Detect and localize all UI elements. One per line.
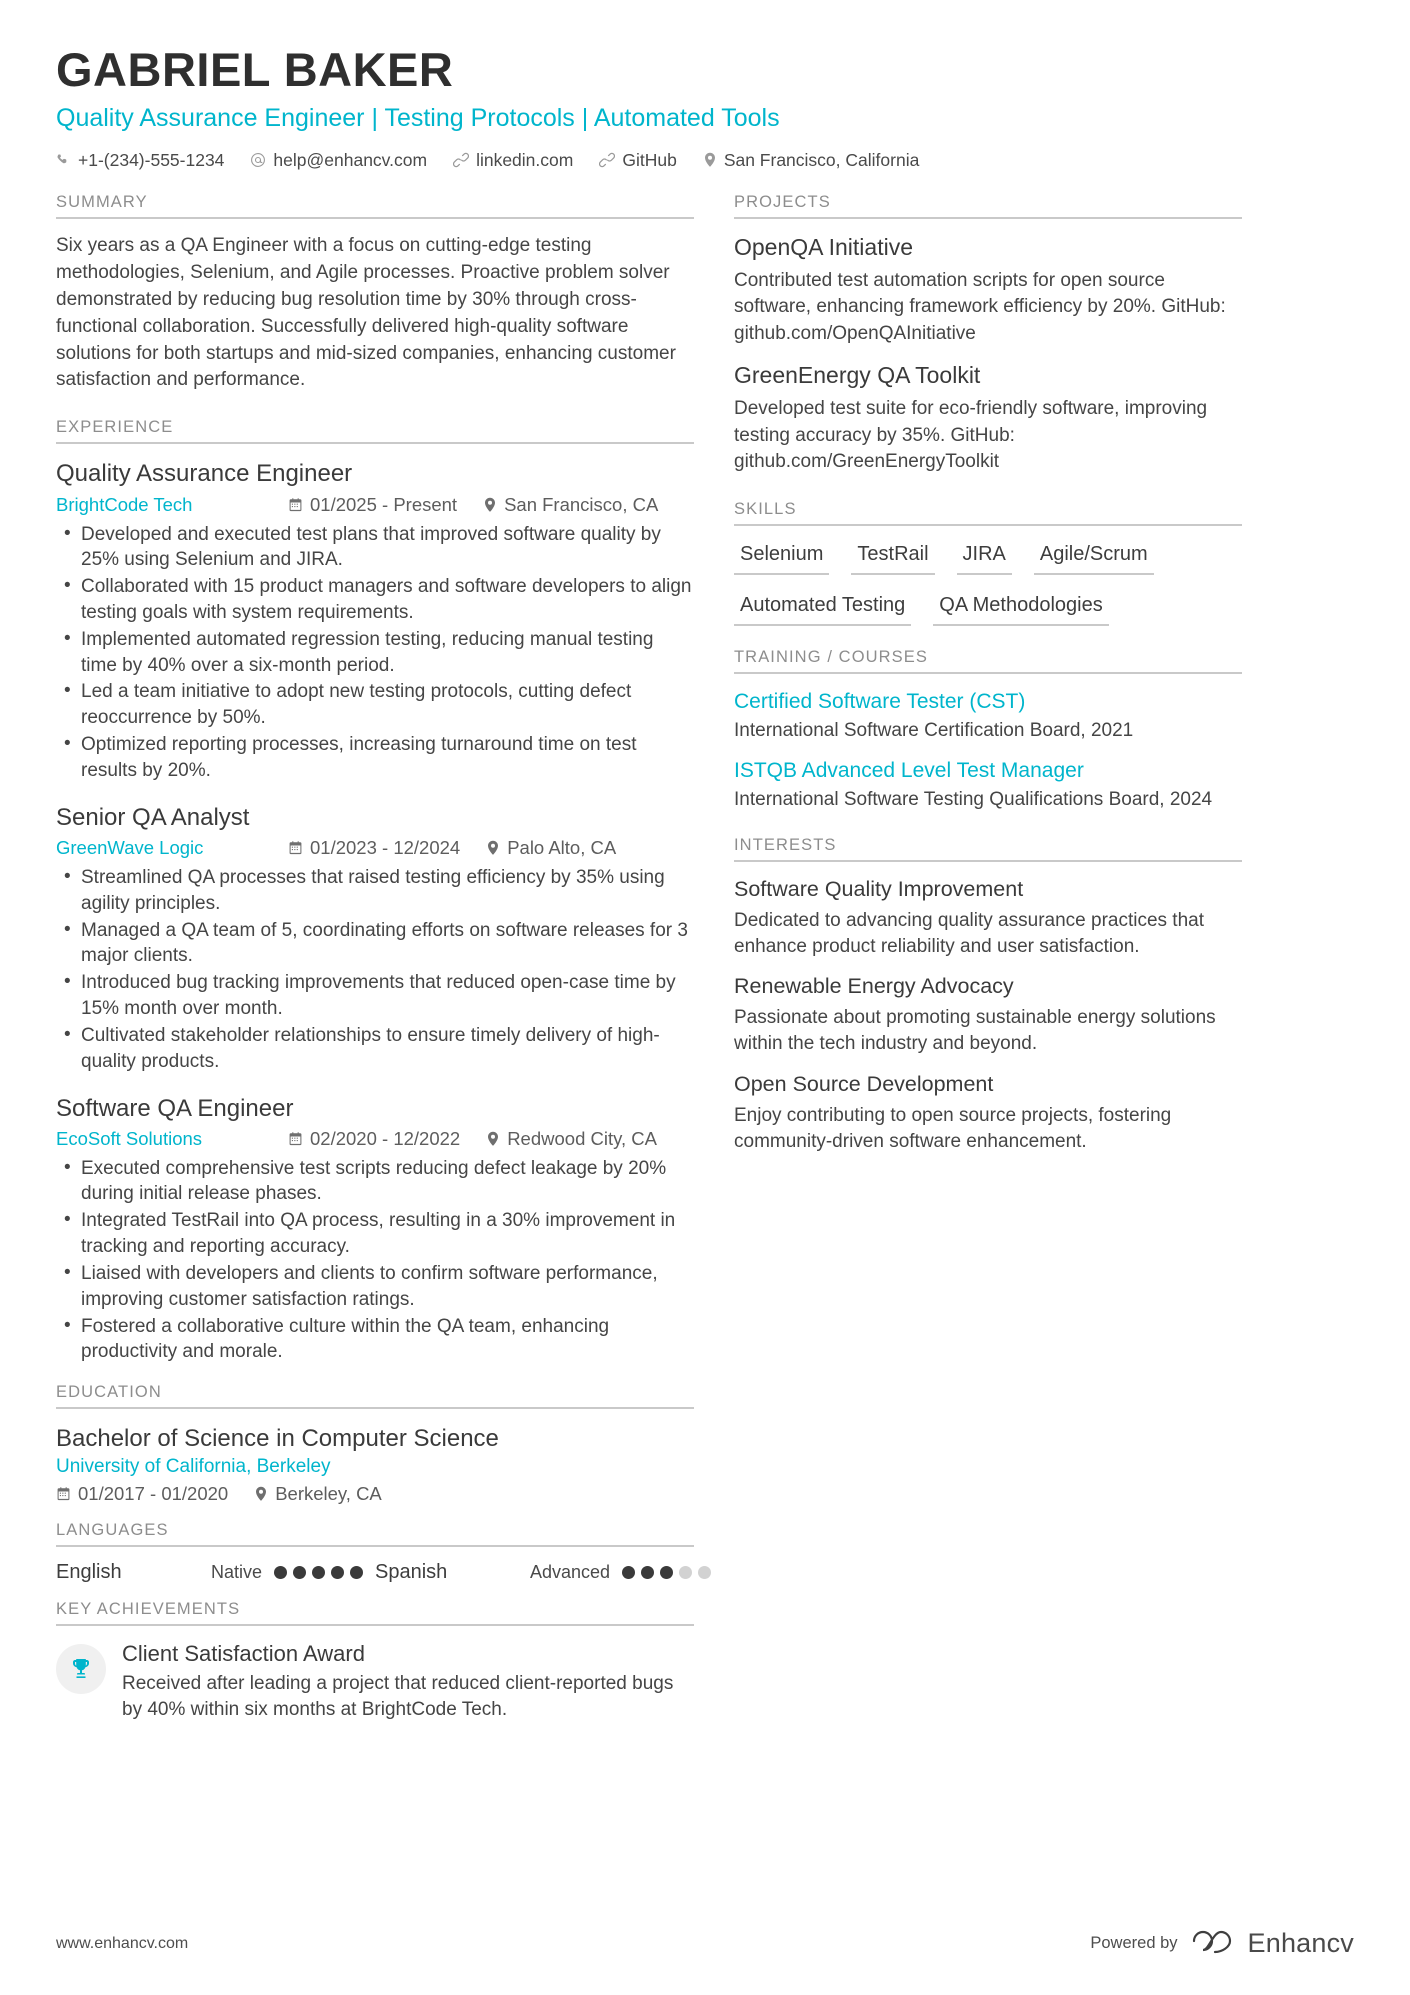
projects-list [734,233,1242,476]
job-dates [288,492,457,518]
language-rating [622,1566,711,1579]
degree-title: Bachelor of Science in Computer Science [56,1425,499,1453]
link-icon [453,152,469,168]
company-name[interactable]: BrightCode Tech [56,493,193,515]
calendar-icon [56,1486,71,1502]
contact-item-phone[interactable] [56,150,224,171]
job-dates [288,835,460,861]
phone-icon [56,153,71,168]
training-list [734,688,1242,813]
job-location-text: San Francisco, CA [504,493,659,515]
job-dates-text: 01/2025 - Present [310,493,458,515]
footer-brand-group [1090,1928,1354,1959]
training-title[interactable]: ISTQB Advanced Level Test Manager [734,758,1084,782]
skill-chip: QA Methodologies [933,591,1108,626]
section-divider [734,217,1242,219]
rating-dot [274,1566,287,1579]
skill-chip: TestRail [851,540,934,575]
skill-chip: Selenium [734,540,829,575]
education-entry [56,1423,694,1505]
interest-title: Software Quality Improvement [734,876,1024,901]
interest-entry [734,1071,1242,1155]
job-location [483,492,658,518]
interest-description: Passionate about promoting sustainable energy solutions within the tech industry and beyond. [734,1007,1216,1055]
location-pin-icon [486,1131,500,1147]
experience-list [56,458,694,1365]
job-bullet: • Implemented automated regression testing, reducing manual testing time by 40% over a six-month period. [56,627,694,679]
training-title[interactable]: Certified Software Tester (CST) [734,689,1026,713]
education-location-text: Berkeley, CA [275,1483,382,1505]
calendar-icon [288,840,303,856]
job-meta [56,492,694,518]
rating-dot [698,1566,711,1579]
contact-text: GitHub [622,149,677,170]
job-bullet: • Developed and executed test plans that improved software quality by 25% using Selenium and JIRA. [56,522,694,574]
rating-dot [641,1566,654,1579]
interests-section [734,836,1242,1155]
projects-section [734,193,1242,476]
job-bullets [56,522,694,784]
interest-entry [734,973,1242,1057]
job-bullet: • Liaised with developers and clients to confirm software performance, improving customer satisfaction ratings. [56,1261,694,1313]
candidate-headline: Quality Assurance Engineer | Testing Protocols | Automated Tools [56,103,780,132]
contact-text: +1-(234)-555-1234 [78,149,225,170]
achievement-text [122,1640,694,1722]
achievement-description: Received after leading a project that reduced client-reported bugs by 40% within six months at BrightCode Tech. [122,1672,674,1720]
enhancv-logo [1192,1928,1354,1959]
interest-title: Renewable Energy Advocacy [734,974,1014,999]
company-name[interactable]: EcoSoft Solutions [56,1127,203,1149]
education-section [56,1383,694,1505]
project-entry [734,233,1242,348]
interests-section-title: INTERESTS [734,835,837,854]
company-name[interactable]: GreenWave Logic [56,836,204,858]
achievements-list [56,1640,694,1722]
interest-description: Dedicated to advancing quality assurance practices that enhance product reliability and user satisfaction. [734,909,1204,957]
job-bullet: • Cultivated stakeholder relationships to ensure timely delivery of high-quality products. [56,1023,694,1075]
location-pin-icon [703,152,717,168]
languages-list [56,1561,694,1584]
contact-item-email[interactable] [250,150,427,171]
skills-list [734,540,1242,642]
interest-title: Open Source Development [734,1072,994,1097]
section-divider [56,217,694,219]
language-entry [56,1561,375,1584]
resume-header [56,44,1354,171]
job-location-text: Palo Alto, CA [507,836,617,858]
job-location-text: Redwood City, CA [507,1127,657,1149]
language-name: English [56,1561,122,1584]
job-location [486,1126,657,1152]
job-location [486,835,616,861]
email-icon [250,152,266,168]
summary-section [56,193,694,395]
project-description: Developed test suite for eco-friendly software, improving testing accuracy by 35%. GitHub: github.com/GreenEnergyToolkit [734,398,1208,473]
education-list [56,1423,694,1505]
achievement-title: Client Satisfaction Award [122,1641,365,1667]
language-level: Advanced [530,1562,611,1583]
achievement-entry [56,1640,694,1722]
job-meta [56,835,694,861]
experience-entry [56,458,694,783]
language-level: Native [211,1562,263,1583]
section-divider [56,1407,694,1409]
rating-dot [331,1566,344,1579]
rating-dot [312,1566,325,1579]
job-title: Quality Assurance Engineer [56,460,353,488]
experience-entry [56,802,694,1075]
footer-url[interactable]: www.enhancv.com [56,1934,189,1952]
contact-row [56,150,1354,171]
job-meta [56,1126,694,1152]
rating-dot [660,1566,673,1579]
section-divider [734,524,1242,526]
contact-text: San Francisco, California [723,149,920,170]
experience-section-title: EXPERIENCE [56,418,174,437]
language-rating [274,1566,363,1579]
language-name: Spanish [375,1561,448,1584]
section-divider [56,442,694,444]
job-dates-text: 02/2020 - 12/2022 [310,1127,461,1149]
candidate-name: GABRIEL BAKER [56,43,454,96]
project-title: GreenEnergy QA Toolkit [734,362,981,389]
enhancv-mark-icon [1192,1928,1238,1959]
skills-section-title: SKILLS [734,499,797,518]
training-entry [734,688,1242,744]
training-subtitle: International Software Testing Qualifications Board, 2024 [734,789,1213,811]
summary-text: Six years as a QA Engineer with a focus on cutting-edge testing methodologies, Selenium, and Agile processes. Proactive problem solver demonstrated by reducing bug resolution time by 30% through cross-functional collaboration. Successfully delivered high-quality software solutions for both startups and mid-sized companies, enhancing customer satisfaction and performance. [56,234,676,391]
enhancv-wordmark: Enhancv [1247,1928,1354,1958]
languages-section-title: LANGUAGES [56,1521,169,1540]
section-divider [734,672,1242,674]
education-dates [56,1483,228,1505]
training-section-title: TRAINING / COURSES [734,647,928,666]
language-entry [375,1561,711,1584]
rating-dot [679,1566,692,1579]
languages-section [56,1521,694,1584]
education-meta [56,1483,694,1505]
project-title: OpenQA Initiative [734,233,913,260]
achievements-section [56,1600,694,1722]
job-bullet: • Introduced bug tracking improvements that reduced open-case time by 15% month over month. [56,970,694,1022]
left-column [56,193,694,1729]
rating-dot [293,1566,306,1579]
job-bullet: • Fostered a collaborative culture within the QA team, enhancing productivity and morale. [56,1314,694,1366]
achievements-section-title: KEY ACHIEVEMENTS [56,1600,241,1619]
contact-item-location-pin[interactable] [703,150,920,171]
skills-section [734,500,1242,642]
link-icon [599,152,615,168]
job-bullet: • Executed comprehensive test scripts reducing defect leakage by 20% during initial release phases. [56,1156,694,1208]
experience-entry [56,1093,694,1366]
calendar-icon [288,497,303,513]
project-description: Contributed test automation scripts for open source software, enhancing framework efficiency by 20%. GitHub: github.com/OpenQAInitiative [734,269,1226,344]
contact-item-link[interactable] [599,150,676,171]
education-dates-text: 01/2017 - 01/2020 [78,1483,229,1505]
calendar-icon [288,1131,303,1147]
location-pin-icon [483,497,497,513]
school-name[interactable]: University of California, Berkeley [56,1456,331,1478]
job-bullets [56,865,694,1075]
powered-by-label: Powered by [1090,1934,1178,1952]
job-bullet: • Led a team initiative to adopt new testing protocols, cutting defect reoccurrence by 50%. [56,679,694,731]
page-footer [56,1928,1354,1959]
education-location [254,1483,382,1505]
education-section-title: EDUCATION [56,1383,162,1402]
trophy-icon [56,1644,106,1694]
job-bullet: • Integrated TestRail into QA process, resulting in a 30% improvement in tracking and reporting accuracy. [56,1208,694,1260]
contact-text: help@enhancv.com [273,149,428,170]
projects-section-title: PROJECTS [734,192,831,211]
content-columns [56,193,1354,1729]
project-entry [734,361,1242,476]
training-section [734,648,1242,813]
rating-dot [622,1566,635,1579]
location-pin-icon [486,840,500,856]
section-divider [56,1545,694,1547]
location-pin-icon [254,1486,268,1502]
interest-entry [734,876,1242,960]
job-bullet: • Collaborated with 15 product managers and software developers to align testing goals with system requirements. [56,574,694,626]
right-column [734,193,1242,1169]
job-bullet: • Streamlined QA processes that raised testing efficiency by 35% using agility principles. [56,865,694,917]
section-divider [734,860,1242,862]
training-entry [734,757,1242,813]
job-dates-text: 01/2023 - 12/2024 [310,836,461,858]
experience-section [56,418,694,1365]
job-bullet: • Managed a QA team of 5, coordinating efforts on software releases for 3 major clients. [56,918,694,970]
job-title: Senior QA Analyst [56,803,250,831]
contact-item-link[interactable] [453,150,573,171]
training-subtitle: International Software Certification Board, 2021 [734,720,1134,742]
section-divider [56,1624,694,1626]
contact-text: linkedin.com [476,149,574,170]
job-dates [288,1126,460,1152]
skill-chip: Agile/Scrum [1034,540,1154,575]
skill-chip: Automated Testing [734,591,911,626]
job-title: Software QA Engineer [56,1094,294,1122]
interests-list [734,876,1242,1155]
summary-section-title: SUMMARY [56,192,148,211]
rating-dot [350,1566,363,1579]
job-bullet: • Optimized reporting processes, increasing turnaround time on test results by 20%. [56,732,694,784]
interest-description: Enjoy contributing to open source projects, fostering community-driven software enhancement. [734,1104,1172,1152]
job-bullets [56,1156,694,1366]
skill-chip: JIRA [957,540,1012,575]
